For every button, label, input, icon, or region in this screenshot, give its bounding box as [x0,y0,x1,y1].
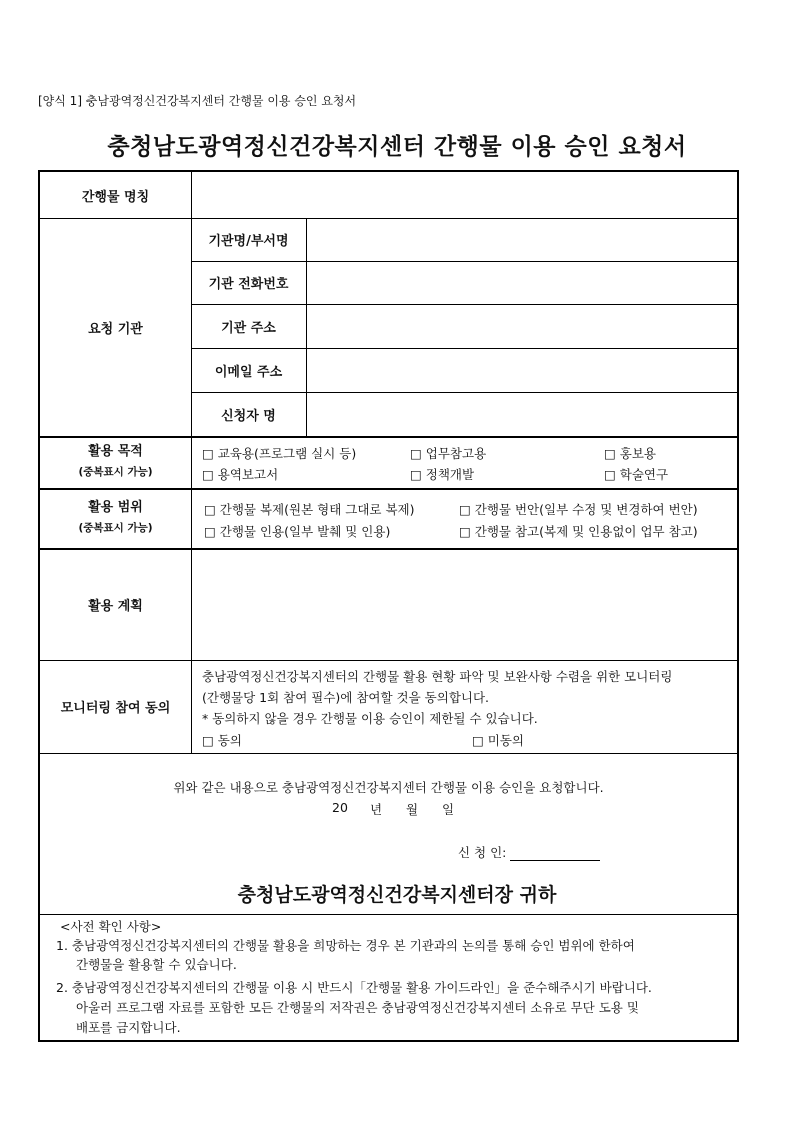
notice-item-2-cont: 아울러 프로그램 자료를 포함한 모든 간행물의 저작권은 충남광역정신건강복지센터 소유로 무단 도용 및 [76,1000,639,1015]
scope-title: 활용 범위 [88,500,143,515]
org-address-label: 기관 주소 [221,320,276,336]
org-dept-field[interactable] [307,219,737,261]
scope-multi-note: (중복표시 가능) [78,522,153,534]
applicant-name-field[interactable] [307,393,737,436]
monitoring-disagree-option[interactable]: □ 미동의 [472,733,525,748]
scope-option-copy[interactable]: □ 간행물 복제(원본 형태 그대로 복제) [204,502,415,517]
notice-item-1: 1. 충남광역정신건강복지센터의 간행물 활용을 희망하는 경우 본 기관과의 논의를 통해 승인 범위에 한하여 [56,938,635,953]
plan-label: 활용 계획 [88,598,143,614]
plan-field[interactable] [192,549,737,660]
requesting-org-label: 요청 기관 [88,321,143,337]
monitoring-warning: * 동의하지 않을 경우 간행물 이용 승인이 제한될 수 있습니다. [202,711,538,726]
applicant-name-label: 신청자 명 [221,408,276,424]
scope-label [40,488,191,548]
publication-name-field[interactable] [192,172,737,218]
purpose-option-policy[interactable]: □ 정책개발 [410,467,475,482]
form-number-label: [양식 1] 충남광역정신건강복지센터 간행물 이용 승인 요청서 [38,94,357,108]
applicant-signature [458,843,600,861]
monitoring-text-line2: (간행물당 1회 참여 필수)에 참여할 것을 동의합니다. [202,690,490,705]
purpose-option-research[interactable]: □ 학술연구 [604,467,669,482]
org-phone-field[interactable] [307,262,737,304]
date-month-unit: 월 [406,802,419,817]
monitoring-label: 모니터링 참여 동의 [60,701,171,716]
date-day-unit: 일 [442,802,455,817]
purpose-option-education[interactable]: □ 교육용(프로그램 실시 등) [202,446,357,461]
purpose-option-promotion[interactable]: □ 홍보용 [604,446,657,461]
monitoring-text-line1: 충남광역정신건강복지센터의 간행물 활용 현황 파악 및 보완사항 수렴을 위한 모니터링 [202,669,673,684]
applicant-signature-label: 신 청 인: [458,845,507,860]
notice-item-2-end: 배포를 금지합니다. [76,1020,181,1035]
request-statement: 위와 같은 내용으로 충남광역정신건강복지센터 간행물 이용 승인을 요청합니다. [173,780,604,795]
notice-item-2: 2. 충남광역정신건강복지센터의 간행물 이용 시 반드시「간행물 활용 가이드라인」을 준수해주시기 바랍니다. [56,980,652,995]
request-form-table [38,170,739,1042]
row-divider [40,914,737,915]
purpose-multi-note: (중복표시 가능) [78,466,153,478]
org-dept-label: 기관명/부서명 [208,234,289,249]
org-address-field[interactable] [307,305,737,348]
org-phone-label: 기관 전화번호 [208,277,289,292]
date-year: 20 [332,800,348,815]
scope-option-adapt[interactable]: □ 간행물 번안(일부 수정 및 변경하여 번안) [459,502,698,517]
purpose-title: 활용 목적 [88,444,143,459]
scope-option-reference[interactable]: □ 간행물 참고(복제 및 인용없이 업무 참고) [459,524,698,539]
email-field[interactable] [307,349,737,392]
signature-line[interactable] [510,860,600,861]
recipient-line: 충청남도광역정신건강복지센터장 귀하 [237,884,557,906]
monitoring-agree-option[interactable]: □ 동의 [202,733,242,748]
publication-name-label: 간행물 명칭 [81,189,150,205]
date-year-unit: 년 [370,802,383,817]
purpose-option-service-report[interactable]: □ 용역보고서 [202,467,279,482]
purpose-option-work-reference[interactable]: □ 업무참고용 [410,446,487,461]
document-title: 충청남도광역정신건강복지센터 간행물 이용 승인 요청서 [107,134,687,160]
email-label: 이메일 주소 [214,364,283,380]
row-divider [40,753,737,754]
purpose-label [40,436,191,488]
scope-option-quote[interactable]: □ 간행물 인용(일부 발췌 및 인용) [204,524,391,539]
notice-item-1-cont: 간행물을 활용할 수 있습니다. [76,957,237,972]
notice-heading: <사전 확인 사항> [60,919,162,934]
